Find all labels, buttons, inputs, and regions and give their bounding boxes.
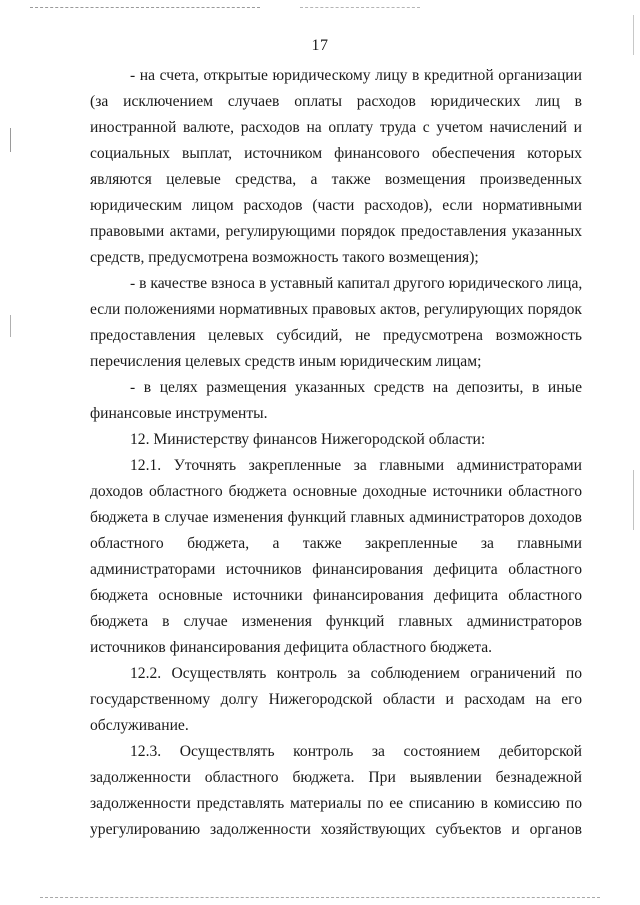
text-line: бюджета основные источники финансирования дефицита областного	[90, 587, 582, 604]
scan-artifact-line	[300, 7, 420, 8]
text-line: иностранной валюте, расходов на оплату труда с учетом начислений и	[90, 119, 582, 136]
text-line: предоставления целевых субсидий, не предусмотрена возможность	[90, 327, 582, 344]
text-line: доходов областного бюджета основные доходные источники областного	[90, 483, 582, 500]
text-line: 12. Министерству финансов Нижегородской области:	[130, 431, 486, 448]
text-line: средств, предусмотрена возможность такого возмещения);	[90, 249, 479, 266]
text-line: социальных выплат, источником финансового обеспечения которых	[90, 145, 582, 162]
text-line: бюджета в случае изменения функций главных администраторов	[90, 613, 582, 630]
text-line: обслуживание.	[90, 717, 189, 734]
scan-artifact-mark	[10, 315, 11, 337]
scan-artifact-line	[40, 897, 600, 898]
scan-artifact-mark	[10, 128, 11, 152]
text-line: являются целевые средства, а также возмещения произведенных	[90, 171, 582, 188]
text-line: перечисления целевых средств иным юридическим лицам;	[90, 353, 482, 370]
text-line: 12.2. Осуществлять контроль за соблюдением ограничений по	[130, 665, 582, 682]
text-line: государственному долгу Нижегородской области и расходам на его	[90, 691, 582, 708]
text-line: - на счета, открытые юридическому лицу в кредитной организации	[130, 67, 582, 84]
text-line: (за исключением случаев оплаты расходов юридических лиц в	[90, 93, 582, 110]
text-line: 12.3. Осуществлять контроль за состоянием дебиторской	[130, 743, 582, 760]
text-line: областного бюджета, а также закрепленные за главными	[90, 535, 582, 552]
text-line: - в качестве взноса в уставный капитал другого юридического лица,	[130, 275, 583, 292]
scan-artifact-line	[30, 7, 260, 8]
text-line: финансовые инструменты.	[90, 405, 268, 422]
text-line: бюджета в случае изменения функций главных администраторов доходов	[90, 509, 582, 526]
scan-artifact-mark	[633, 470, 634, 530]
text-line: задолженности областного бюджета. При выявлении безнадежной	[90, 769, 582, 786]
text-line: юридическим лицом расходов (части расходов), если нормативными	[90, 197, 582, 214]
text-line: администраторами источников финансирования дефицита областного	[90, 561, 582, 578]
text-line: урегулированию задолженности хозяйствующих субъектов и органов	[90, 821, 582, 838]
page-number: 17	[311, 37, 329, 54]
text-line: правовыми актами, регулирующими порядок предоставления указанных	[90, 223, 582, 240]
text-line: - в целях размещения указанных средств на депозиты, в иные	[130, 379, 582, 396]
text-line: если положениями нормативных правовых актов, регулирующих порядок	[90, 301, 582, 318]
text-line: источников финансирования дефицита областного бюджета.	[90, 639, 493, 656]
text-line: 12.1. Уточнять закрепленные за главными администраторами	[130, 457, 582, 474]
document-body	[90, 63, 582, 843]
text-line: задолженности представлять материалы по ее списанию в комиссию по	[90, 795, 582, 812]
